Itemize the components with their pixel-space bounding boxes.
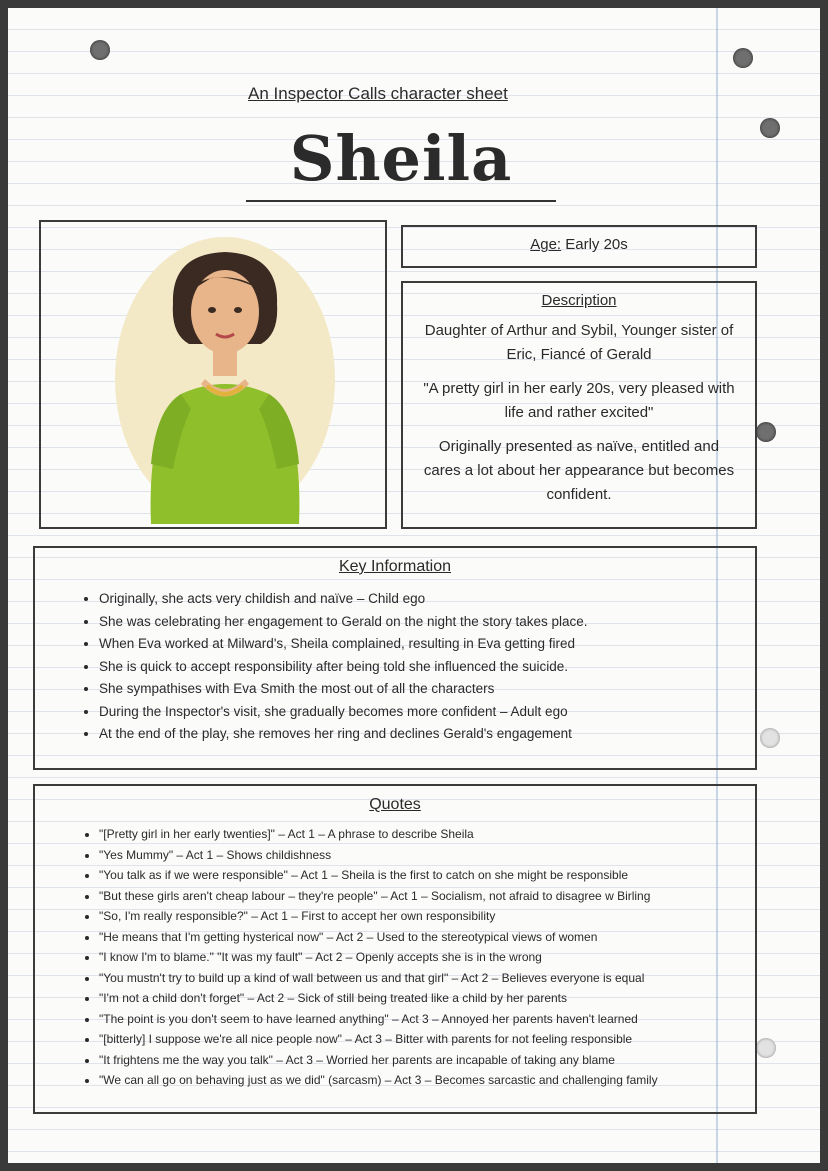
quote-item: • "We can all go on behaving just as we did" (sarcasm) – Act 3 – Becomes sarcastic and challenging family: [99, 1070, 755, 1091]
list-item: • She is quick to accept responsibility after being told she influenced the suicide.: [99, 656, 755, 679]
quote-item: • "[Pretty girl in her early twenties]" – Act 1 – A phrase to describe Sheila: [99, 824, 755, 845]
punch-hole: [90, 40, 110, 60]
punch-hole: [756, 1038, 776, 1058]
list-item: • She sympathises with Eva Smith the most out of all the characters: [99, 678, 755, 701]
key-information-list: [35, 588, 755, 746]
character-name-title: Sheila: [246, 120, 556, 202]
quote-item: • "But these girls aren't cheap labour – they're people" – Act 1 – Socialism, not afraid to disagree w Birling: [99, 886, 755, 907]
description-paragraph: Originally presented as naïve, entitled and cares a lot about her appearance but becomes confident.: [423, 438, 735, 503]
quotes-box: [33, 784, 757, 1114]
key-information-box: [33, 546, 757, 770]
age-value: Early 20s: [561, 236, 628, 253]
quote-item: • "He means that I'm getting hysterical now" – Act 2 – Used to the stereotypical views of women: [99, 927, 755, 948]
quote-item: • "So, I'm really responsible?" – Act 1 – First to accept her own responsibility: [99, 906, 755, 927]
list-item: • She was celebrating her engagement to Gerald on the night the story takes place.: [99, 611, 755, 634]
list-item: • Originally, she acts very childish and naïve – Child ego: [99, 588, 755, 611]
punch-hole: [760, 728, 780, 748]
list-item: • During the Inspector's visit, she gradually becomes more confident – Adult ego: [99, 701, 755, 724]
list-item: • When Eva worked at Milward's, Sheila complained, resulting in Eva getting fired: [99, 633, 755, 656]
quote-item: • "You talk as if we were responsible" – Act 1 – Sheila is the first to catch on she might be responsible: [99, 865, 755, 886]
punch-hole: [760, 118, 780, 138]
quote-item: • "The point is you don't seem to have learned anything" – Act 3 – Annoyed her parents haven't learned: [99, 1009, 755, 1030]
quote-item: • "It frightens me the way you talk" – Act 3 – Worried her parents are incapable of taking any blame: [99, 1050, 755, 1071]
quotes-list: [35, 824, 755, 1091]
quote-item: • "I'm not a child don't forget" – Act 2 – Sick of still being treated like a child by her parents: [99, 988, 755, 1009]
description-paragraph: Daughter of Arthur and Sybil, Younger sister of Eric, Fiancé of Gerald: [424, 322, 734, 363]
key-information-heading: Key Information: [338, 558, 452, 575]
punch-hole: [733, 48, 753, 68]
sheet-subtitle: An Inspector Calls character sheet: [248, 84, 508, 103]
description-paragraph: "A pretty girl in her early 20s, very pleased with life and rather excited": [423, 380, 735, 421]
portrait-frame: [39, 220, 387, 529]
description-heading: Description: [541, 292, 617, 309]
quote-item: • "[bitterly] I suppose we're all nice people now" – Act 3 – Bitter with parents for not feeling responsible: [99, 1029, 755, 1050]
quote-item: • "Yes Mummy" – Act 1 – Shows childishness: [99, 845, 755, 866]
description-box: [401, 281, 757, 529]
age-box: [401, 225, 757, 268]
list-item: • At the end of the play, she removes her ring and declines Gerald's engagement: [99, 723, 755, 746]
sheila-portrait: [111, 234, 339, 524]
quote-item: • "You mustn't try to build up a kind of wall between us and that girl" – Act 2 – Believes everyone is equal: [99, 968, 755, 989]
punch-hole: [756, 422, 776, 442]
character-sheet-paper: [8, 8, 820, 1163]
age-label: Age:: [530, 236, 562, 253]
quote-item: • "I know I'm to blame." "It was my fault" – Act 2 – Openly accepts she is in the wrong: [99, 947, 755, 968]
quotes-heading: Quotes: [369, 796, 421, 813]
